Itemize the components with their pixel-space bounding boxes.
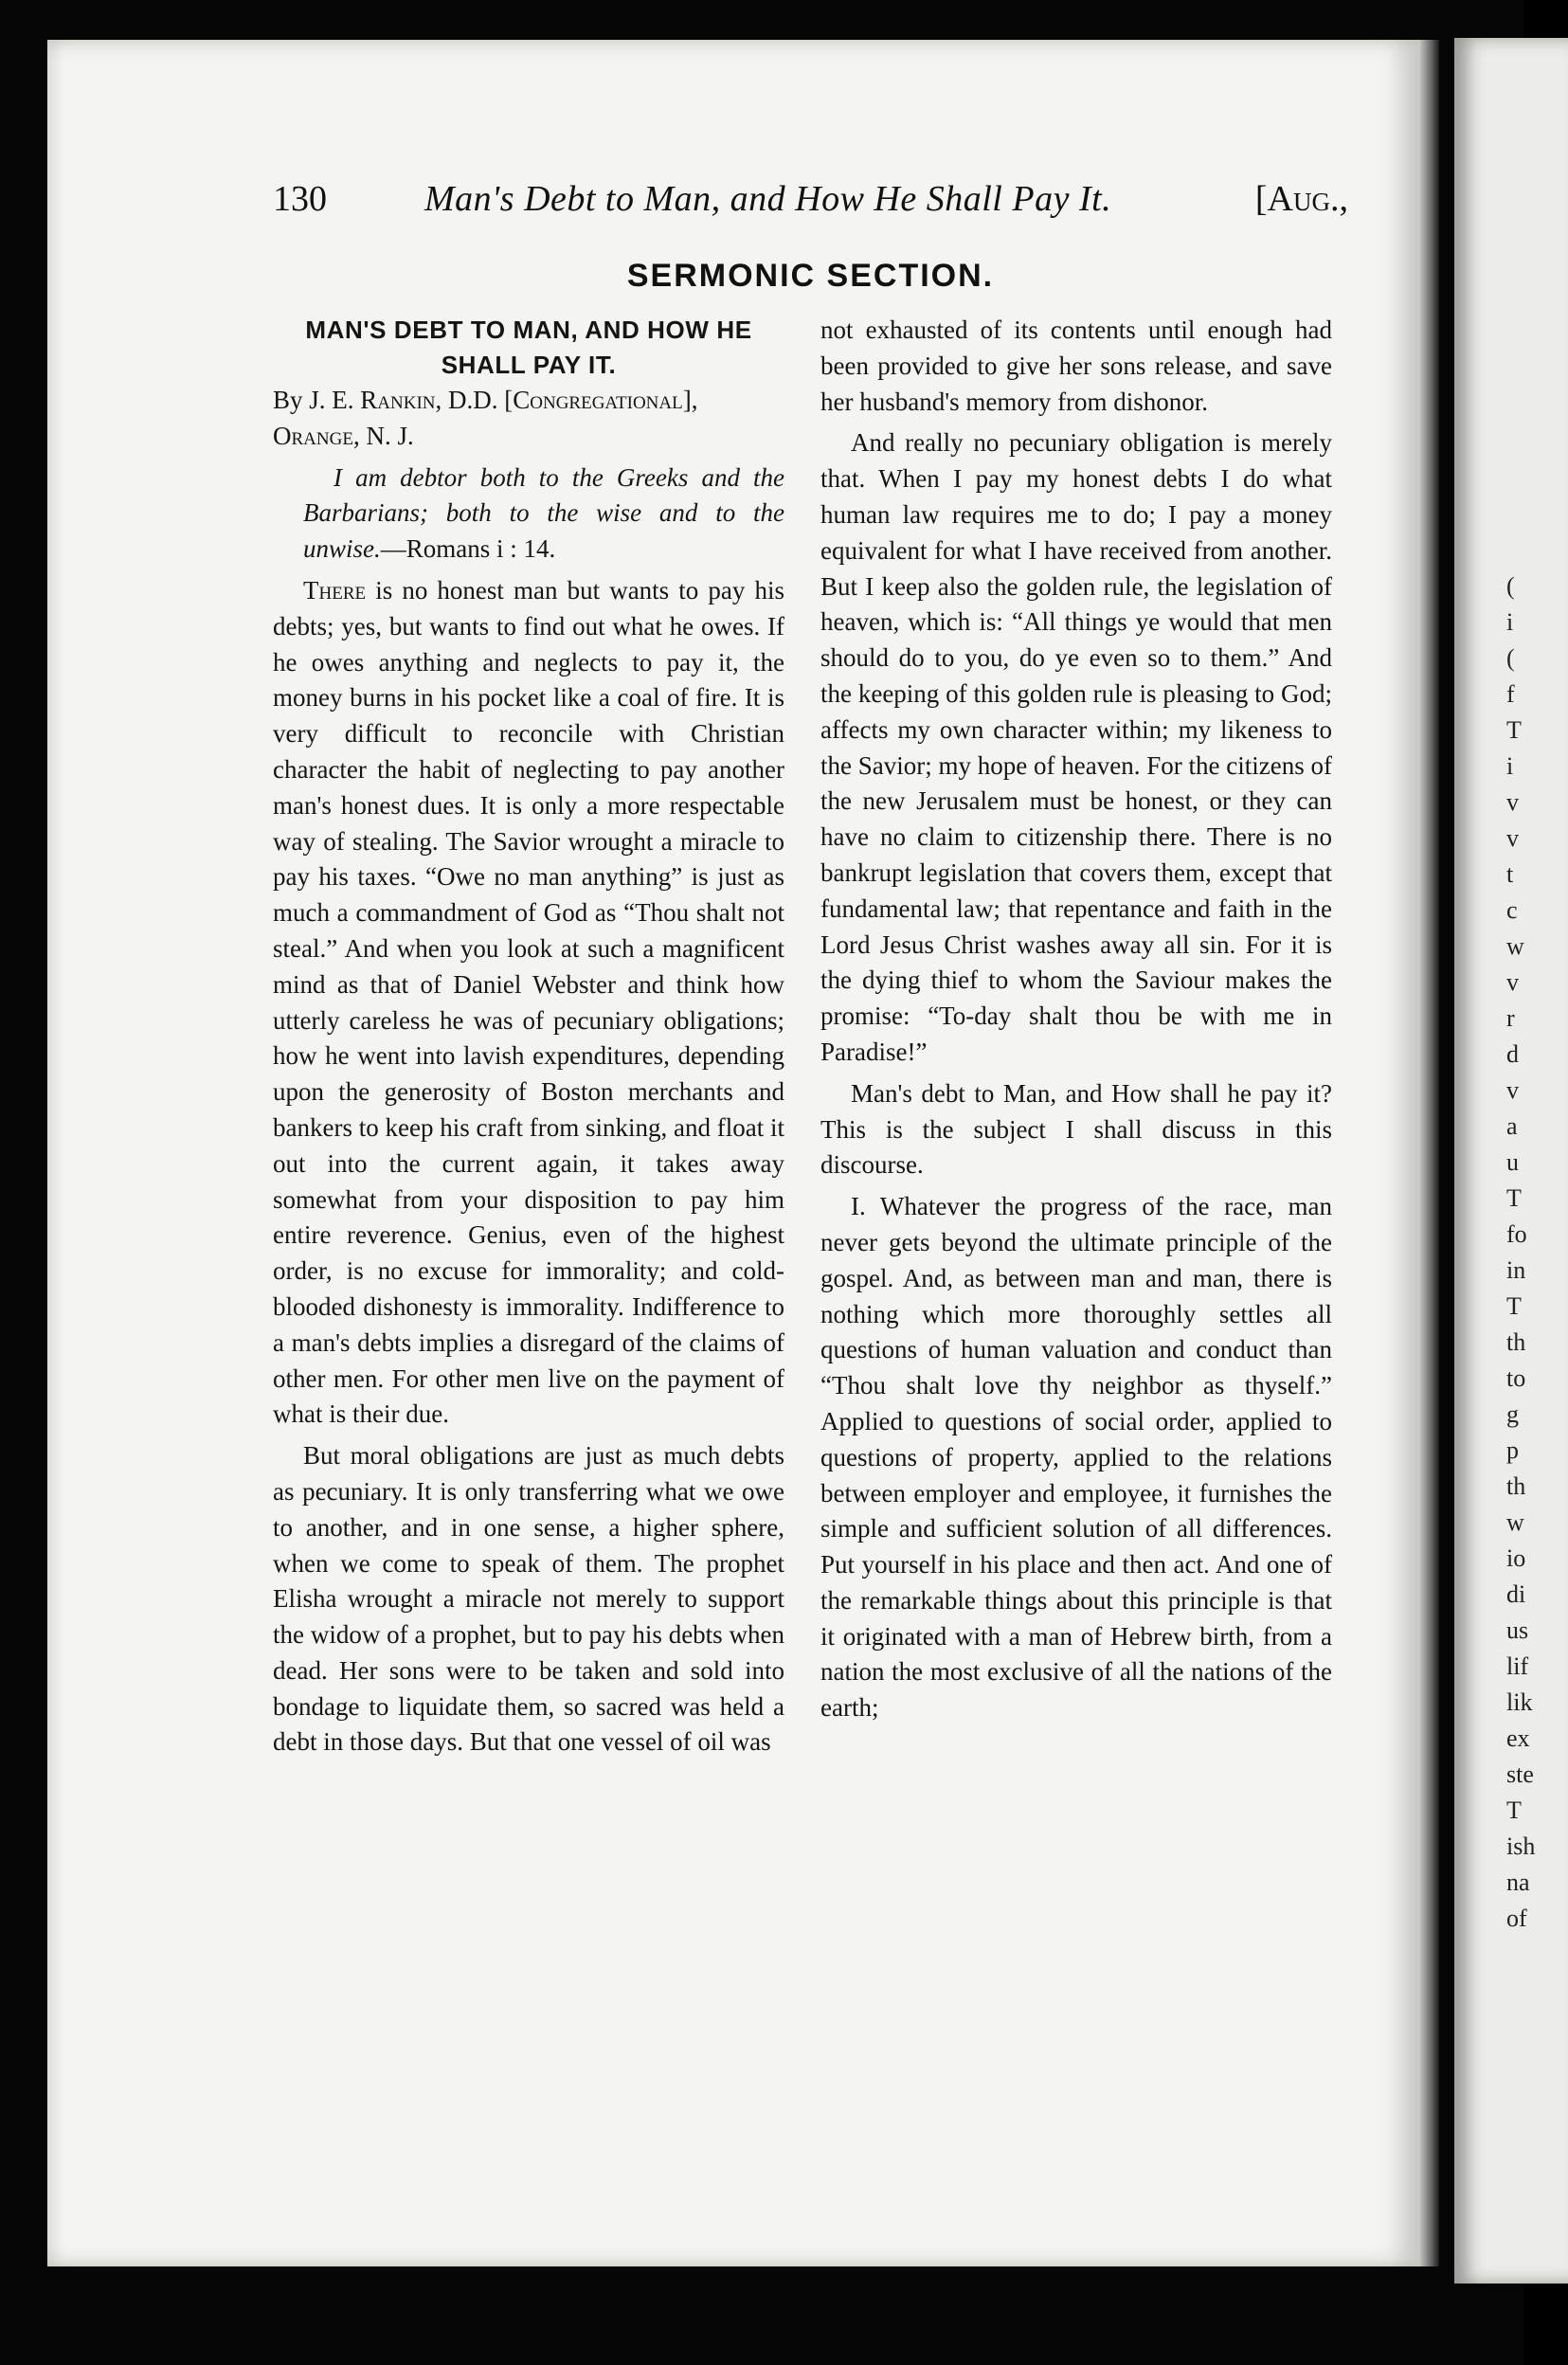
facing-page-fragment: io bbox=[1506, 1544, 1526, 1572]
right-column bbox=[820, 313, 1332, 1726]
facing-page-fragment: ( bbox=[1506, 572, 1515, 600]
facing-page-fragment: i bbox=[1506, 608, 1514, 636]
epigraph-text: I am debtor both to the Greeks and the Barbarians; both to the wise and to the unwise. bbox=[303, 462, 784, 564]
section-title: SERMONIC SECTION. bbox=[626, 258, 995, 294]
facing-page-fragment: v bbox=[1506, 968, 1519, 996]
running-head-issue: [Aug., bbox=[1254, 179, 1348, 219]
article-title: MAN'S DEBT TO MAN, AND HOW HE SHALL PAY IT. bbox=[305, 316, 752, 379]
facing-page-fragment: fo bbox=[1506, 1220, 1527, 1248]
epigraph bbox=[273, 460, 784, 568]
facing-page-fragment: T bbox=[1506, 1184, 1522, 1212]
facing-page-fragment: v bbox=[1506, 788, 1519, 816]
facing-page-fragment: ste bbox=[1506, 1760, 1534, 1788]
facing-page-fragment: us bbox=[1506, 1616, 1529, 1644]
facing-page-fragment: in bbox=[1506, 1256, 1526, 1284]
facing-page-fragment: f bbox=[1506, 680, 1515, 708]
page-gutter-shadow bbox=[1418, 40, 1439, 2266]
byline-rest: , D.D. [Congregational], Orange, N. J. bbox=[273, 386, 698, 450]
facing-page-text-fragments bbox=[1506, 569, 1536, 1937]
epigraph-reference: —Romans i : 14. bbox=[380, 534, 556, 564]
paragraph-continuation: not exhausted of its contents until enough had been provided to give her sons release, and save her husband's memory from dishonor. bbox=[820, 316, 1332, 416]
facing-page-fragment: u bbox=[1506, 1148, 1519, 1176]
facing-page-fragment: w bbox=[1506, 1508, 1524, 1536]
facing-page-fragment: i bbox=[1506, 752, 1514, 780]
facing-page-fragment: v bbox=[1506, 824, 1519, 852]
paragraph bbox=[273, 573, 784, 1433]
paragraph: I. Whatever the progress of the race, man never gets beyond the ultimate principle of the gospel. And, as between man and man, there is nothing which more thoroughly settles all questions of human valuation and conduct than “Thou shalt love thy neighbor as thyself.” Applied to questions of social order, applied to questions of property, applied to the relations between employer and employee, it furnishes the simple and sufficient solution of all differences. Put yourself in his place and then act. And one of the remarkable things about this principle is that it originated with a man of Hebrew birth, from a nation the most exclusive of all the nations of the earth; bbox=[820, 1192, 1332, 1723]
facing-page-fragment: p bbox=[1506, 1436, 1519, 1464]
facing-page-fragment: r bbox=[1506, 1004, 1515, 1032]
byline bbox=[273, 383, 784, 455]
facing-page-fragment: to bbox=[1506, 1364, 1526, 1392]
facing-page-fragment: di bbox=[1506, 1580, 1526, 1608]
facing-page-fragment: g bbox=[1506, 1400, 1519, 1428]
paragraph: Man's debt to Man, and How shall he pay it? This is the subject I shall discuss in this discourse. bbox=[820, 1078, 1332, 1180]
byline-prefix: By J. E. bbox=[273, 386, 361, 414]
facing-page-fragment: T bbox=[1506, 1796, 1522, 1824]
paragraph-text: is no honest man but wants to pay his debts; yes, but wants to find out what he owes. If he owes anything and neglects to pay it, the money burns in his pocket like a coal of fire. It is very difficult to reconcile with Christian character the habit of neglecting to pay another man's honest dues. It is only a more respectable way of stealing. The Savior wrought a miracle to pay his taxes. “Owe no man anything” is just as much a commandment of God as “Thou shalt not steal.” And when you look at such a magnificent mind as that of Daniel Webster and think how utterly careless he was of pecuniary obligations; how he went into lavish expenditures, depending upon the generosity of Boston merchants and bankers to keep his craft from sinking, and float it out into the current again, it takes away somewhat from your disposition to pay him entire reverence. Genius, even of the highest order, is no excuse for immorality; and cold-blooded dishonesty is immorality. Indifference to a man's debts implies a disregard of the claims of other men. For other men live on the payment of what is their due. bbox=[273, 575, 784, 1429]
page-number: 130 bbox=[273, 179, 327, 219]
facing-page-fragment: ( bbox=[1506, 644, 1515, 672]
left-column bbox=[273, 313, 784, 1760]
paragraph-first-word: There bbox=[303, 575, 367, 605]
paragraph: But moral obligations are just as much debts as pecuniary. It is only transferring what we owe to another, and in one sense, a higher sphere, when we come to speak of them. The prophet Elisha wrought a miracle not merely to support the widow of a prophet, but to pay his debts when dead. Her sons were to be taken and sold into bondage to liquidate them, so sacred was held a debt in those days. But that one vessel of oil was bbox=[273, 1441, 784, 1757]
facing-page-fragment: ex bbox=[1506, 1724, 1530, 1752]
paragraph: And really no pecuniary obligation is merely that. When I pay my honest debts I do what human law requires me to do; I pay a money equivalent for what I have received from another. But I keep also the golden rule, the legislation of heaven, which is: “All things ye would that men should do to you, do ye even so to them.” And the keeping of this golden rule is pleasing to God; affects my own character within; my likeness to the Savior; my hope of heaven. For the citizens of the new Jerusalem must be honest, or they can have no claim to citizenship there. There is no bankrupt legislation that covers them, except that fundamental law; that repentance and faith in the Lord Jesus Christ washes away all sin. For it is the dying thief to whom the Saviour makes the promise: “To-day shalt thou be with me in Paradise!” bbox=[820, 428, 1332, 1066]
facing-page-fragment: of bbox=[1506, 1905, 1527, 1932]
facing-page-fragment: lik bbox=[1506, 1688, 1533, 1716]
facing-page-fragment: c bbox=[1506, 896, 1518, 924]
facing-page-fragment: lif bbox=[1506, 1652, 1529, 1680]
facing-page-fragment: th bbox=[1506, 1472, 1526, 1500]
facing-page-fragment: th bbox=[1506, 1328, 1526, 1356]
facing-page-fragment: w bbox=[1506, 932, 1524, 960]
facing-page-fragment: d bbox=[1506, 1040, 1519, 1068]
facing-page-fragment: a bbox=[1506, 1112, 1518, 1140]
facing-page-fragment: T bbox=[1506, 716, 1522, 744]
facing-page-fragment: v bbox=[1506, 1076, 1519, 1104]
running-head-title: Man's Debt to Man, and How He Shall Pay It. bbox=[424, 179, 1112, 219]
facing-page-fragment: na bbox=[1506, 1869, 1530, 1896]
byline-author: Rankin bbox=[360, 386, 436, 414]
facing-page-fragment: ish bbox=[1506, 1832, 1536, 1860]
facing-page-fragment: t bbox=[1506, 860, 1514, 888]
facing-page-fragment: T bbox=[1506, 1292, 1522, 1320]
